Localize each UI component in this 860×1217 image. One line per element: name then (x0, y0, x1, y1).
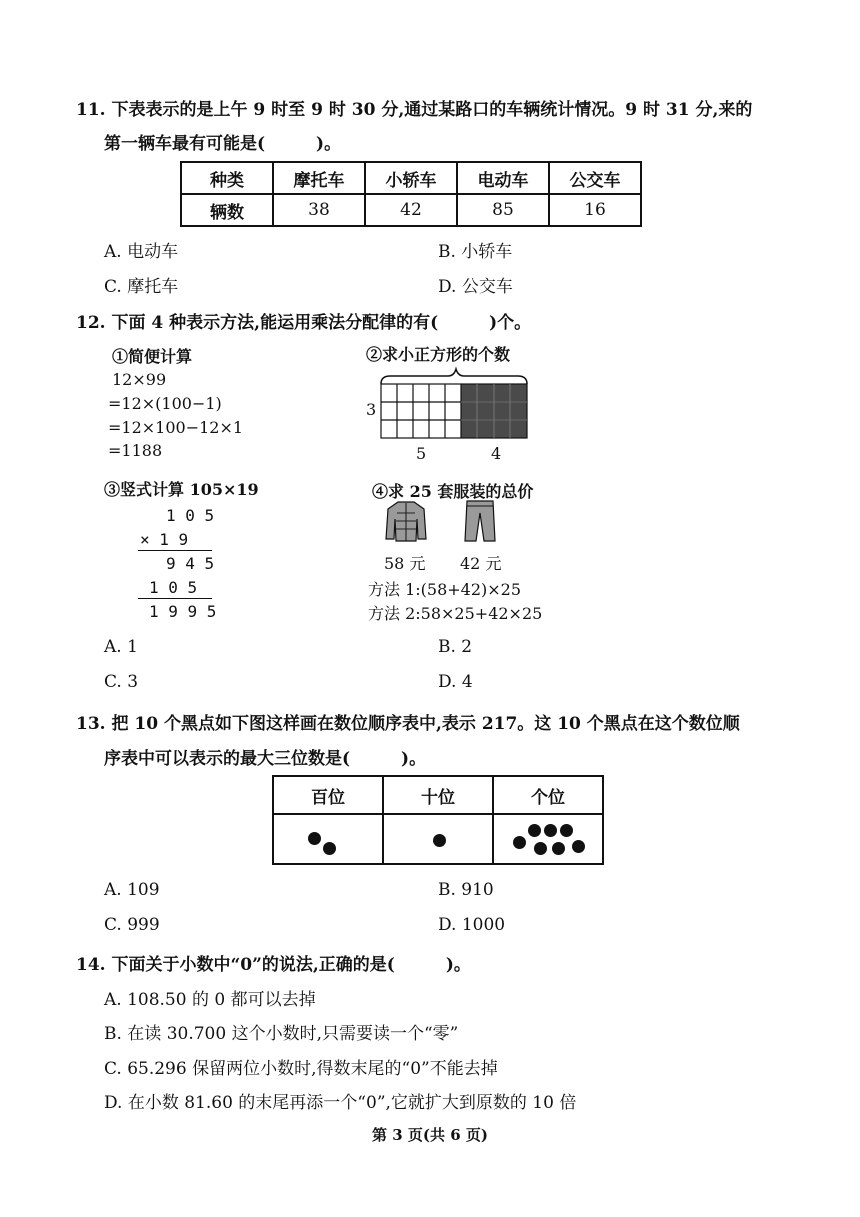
table-cell (493, 814, 603, 864)
q12-grid-rows-label: 3 (366, 400, 377, 419)
q12-panel1-line: =12×100−12×1 (108, 418, 244, 437)
q14-option-a[interactable]: A. 108.50 的 0 都可以去掉 (104, 990, 316, 1010)
q12-price-jacket: 58 元 (384, 554, 426, 573)
place-value-dot (552, 842, 565, 855)
table-cell: 电动车 (457, 162, 549, 194)
q12-panel4-title: ④求 25 套服装的总价 (372, 482, 534, 501)
q12-option-d[interactable]: D. 4 (438, 672, 473, 692)
q13-option-d[interactable]: D. 1000 (438, 915, 506, 935)
q13-option-c[interactable]: C. 999 (104, 915, 160, 935)
q12-grid-label-b: 4 (491, 444, 502, 463)
q12-panel3-title: ③竖式计算 105×19 (104, 480, 259, 499)
q12-price-trousers: 42 元 (460, 554, 502, 573)
q11-stem-line1: 11. 下表表示的是上午 9 时至 9 时 30 分,通过某路口的车辆统计情况。9 时 31 分,来的 (76, 100, 753, 120)
q13-option-b[interactable]: B. 910 (438, 880, 494, 900)
q12-stem: 12. 下面 4 种表示方法,能运用乘法分配律的有( )个。 (76, 313, 532, 333)
q11-vehicle-table (180, 161, 642, 227)
table-cell: 十位 (383, 776, 493, 814)
q12-option-b[interactable]: B. 2 (438, 637, 473, 657)
q12-panel2-title: ②求小正方形的个数 (366, 345, 511, 364)
table-cell: 小轿车 (365, 162, 457, 194)
q12-panel1-title: ①简便计算 (112, 347, 193, 366)
table-row (181, 194, 641, 226)
q13-option-a[interactable]: A. 109 (104, 880, 160, 900)
table-cell: 摩托车 (273, 162, 365, 194)
place-value-dot (560, 824, 573, 837)
q14-stem: 14. 下面关于小数中“0”的说法,正确的是( )。 (76, 955, 471, 975)
q14-option-c[interactable]: C. 65.296 保留两位小数时,得数末尾的“0”不能去掉 (104, 1059, 498, 1079)
vertical-calc-row: 1 0 5 (166, 506, 215, 525)
table-cell: 百位 (273, 776, 383, 814)
place-value-dot (308, 832, 321, 845)
table-header-row (273, 776, 603, 814)
q12-method-1: 方法 1:(58+42)×25 (368, 580, 522, 599)
trousers-icon (463, 499, 497, 543)
table-header-row (181, 162, 641, 194)
place-value-dot (534, 842, 547, 855)
calc-rule (138, 550, 212, 551)
page-footer: 第 3 页(共 6 页) (372, 1126, 488, 1144)
q11-option-a[interactable]: A. 电动车 (104, 242, 179, 262)
q12-grid-label-a: 5 (416, 444, 427, 463)
q12-square-grid-figure (370, 364, 540, 444)
q11-option-c[interactable]: C. 摩托车 (104, 277, 179, 297)
place-value-dot (323, 842, 336, 855)
table-cell: 种类 (181, 162, 273, 194)
table-cell: 16 (549, 194, 641, 226)
q14-option-b[interactable]: B. 在读 30.700 这个小数时,只需要读一个“零” (104, 1024, 459, 1044)
q12-panel1-line: 12×99 (112, 370, 167, 389)
vertical-calc-row: 1 0 5 (149, 578, 198, 597)
place-value-dot (544, 824, 557, 837)
q13-stem-line1: 13. 把 10 个黑点如下图这样画在数位顺序表中,表示 217。这 10 个黑点在这个数位顺 (76, 714, 740, 734)
table-cell: 38 (273, 194, 365, 226)
place-value-dot (513, 836, 526, 849)
table-cell: 42 (365, 194, 457, 226)
q12-panel1-line: =12×(100−1) (108, 394, 222, 413)
place-value-dot (433, 834, 446, 847)
q13-stem-line2: 序表中可以表示的最大三位数是( )。 (104, 749, 427, 769)
table-cell: 公交车 (549, 162, 641, 194)
vertical-calc-row: 1 9 9 5 (149, 602, 217, 621)
table-cell: 个位 (493, 776, 603, 814)
q12-panel1-line: =1188 (108, 441, 163, 460)
q11-option-d[interactable]: D. 公交车 (438, 277, 513, 297)
calc-rule (138, 598, 212, 599)
table-cell: 辆数 (181, 194, 273, 226)
q12-method-2: 方法 2:58×25+42×25 (368, 604, 543, 623)
table-cell (273, 814, 383, 864)
q11-stem-line2: 第一辆车最有可能是( )。 (104, 134, 342, 154)
place-value-dot (572, 840, 585, 853)
q12-option-c[interactable]: C. 3 (104, 672, 139, 692)
jacket-icon (384, 499, 428, 543)
place-value-dot (528, 824, 541, 837)
vertical-calc-row: 9 4 5 (166, 554, 215, 573)
table-cell: 85 (457, 194, 549, 226)
q12-option-a[interactable]: A. 1 (104, 637, 138, 657)
brace-icon (381, 369, 527, 384)
q14-option-d[interactable]: D. 在小数 81.60 的末尾再添一个“0”,它就扩大到原数的 10 倍 (104, 1093, 577, 1113)
q11-option-b[interactable]: B. 小轿车 (438, 242, 513, 262)
vertical-calc-row: × 1 9 (140, 530, 189, 549)
